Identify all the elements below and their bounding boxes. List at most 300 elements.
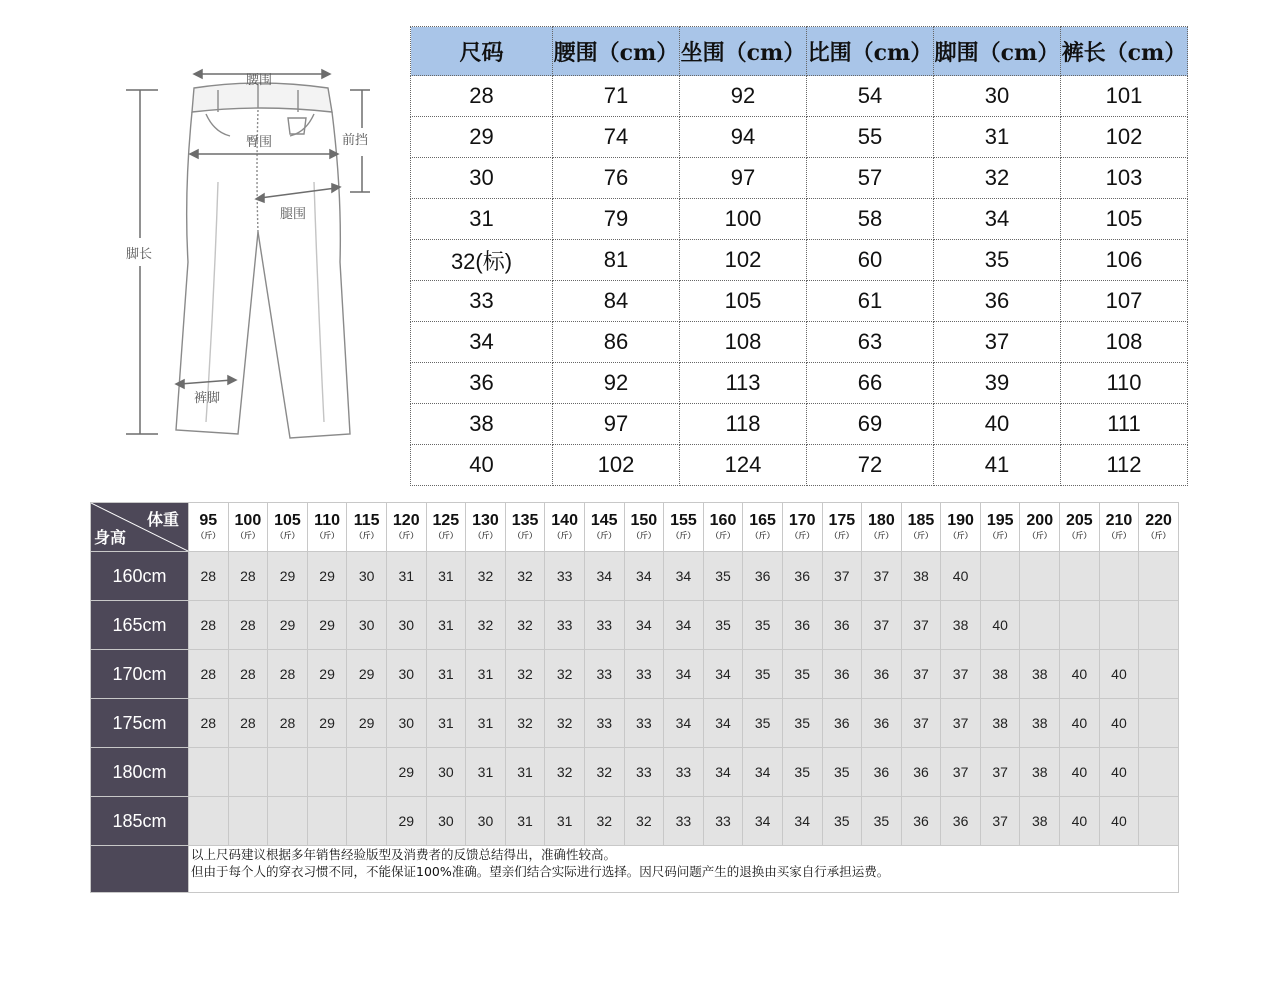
measurement-cell: 102 (553, 445, 680, 486)
recommended-size-cell: 31 (426, 650, 466, 699)
recommended-size-cell: 40 (941, 552, 981, 601)
size-note (189, 846, 1179, 893)
size-row (411, 158, 1188, 199)
recommended-size-cell: 34 (703, 650, 743, 699)
measurement-cell: 74 (553, 117, 680, 158)
recommended-size-cell: 34 (664, 699, 704, 748)
recommended-size-cell: 37 (901, 650, 941, 699)
weight-unit: （斤） (671, 531, 696, 540)
recommended-size-cell: 30 (347, 552, 387, 601)
weight-value: 185 (907, 512, 935, 529)
measurement-cell: 100 (680, 199, 807, 240)
measurement-cell: 81 (553, 240, 680, 281)
recommended-size-cell: 29 (347, 699, 387, 748)
size-value: 30 (411, 158, 553, 199)
measurement-cell: 31 (934, 117, 1061, 158)
measurement-cell: 108 (1061, 322, 1188, 363)
recommended-size-cell: 34 (624, 601, 664, 650)
weight-unit: （斤） (315, 531, 340, 540)
recommended-size-cell: 40 (1060, 650, 1100, 699)
recommended-size-cell: 31 (426, 699, 466, 748)
recommended-size-cell: 36 (782, 601, 822, 650)
height-label: 160cm (91, 552, 189, 601)
weight-value: 110 (314, 512, 340, 529)
recommended-size-cell (307, 797, 347, 846)
weight-column-header (584, 503, 624, 552)
recommended-size-cell: 35 (782, 748, 822, 797)
recommended-size-cell: 28 (228, 650, 268, 699)
recommended-size-cell: 30 (386, 699, 426, 748)
recommended-size-cell: 36 (941, 797, 981, 846)
recommended-size-cell: 31 (466, 650, 506, 699)
measurement-cell: 92 (680, 76, 807, 117)
recommended-size-cell (347, 748, 387, 797)
measurement-cell: 55 (807, 117, 934, 158)
recommended-size-cell: 38 (1020, 797, 1060, 846)
weight-value: 120 (392, 512, 420, 529)
weight-column-header (703, 503, 743, 552)
recommended-size-cell: 37 (941, 650, 981, 699)
recommended-size-cell: 37 (901, 601, 941, 650)
recommended-size-cell (347, 797, 387, 846)
recommended-size-cell: 36 (862, 748, 902, 797)
recommended-size-cell: 34 (664, 552, 704, 601)
recommended-size-cell: 34 (703, 748, 743, 797)
weight-value: 200 (1026, 512, 1054, 529)
recommended-size-cell: 33 (584, 601, 624, 650)
note-line: 但由于每个人的穿衣习惯不同，不能保证100%准确。望亲们结合实际进行选择。因尺码问题产生的退换由买家自行承担运费。 (191, 864, 890, 879)
measurement-cell: 106 (1061, 240, 1188, 281)
leg-opening-label: 裤脚 (194, 391, 221, 406)
recommended-size-cell: 31 (505, 797, 545, 846)
recommended-size-cell (268, 748, 308, 797)
recommended-size-cell: 29 (307, 699, 347, 748)
recommended-size-cell: 36 (862, 650, 902, 699)
weight-unit: （斤） (473, 531, 498, 540)
recommended-size-cell: 28 (268, 650, 308, 699)
weight-value: 140 (551, 512, 578, 529)
recommended-size-cell: 40 (980, 601, 1020, 650)
measurement-cell: 34 (934, 199, 1061, 240)
measurement-cell: 108 (680, 322, 807, 363)
height-row (91, 699, 1179, 748)
weight-column-header (941, 503, 981, 552)
weight-value: 115 (353, 512, 380, 529)
recommended-size-cell: 28 (189, 601, 229, 650)
recommended-size-cell: 38 (1020, 699, 1060, 748)
weight-column-header (545, 503, 585, 552)
weight-value: 145 (590, 512, 618, 529)
recommended-size-cell: 30 (426, 748, 466, 797)
size-value: 34 (411, 322, 553, 363)
recommended-size-cell: 36 (782, 552, 822, 601)
note-label-cell (91, 846, 189, 893)
weight-unit: （斤） (394, 531, 419, 540)
recommended-size-cell: 30 (347, 601, 387, 650)
recommended-size-cell (1139, 552, 1179, 601)
header-waist: 腰围（cm） (553, 27, 680, 76)
measurement-cell: 113 (680, 363, 807, 404)
measurement-cell: 37 (934, 322, 1061, 363)
waist-label: 腰围 (246, 73, 273, 88)
measurement-cell: 79 (553, 199, 680, 240)
recommended-size-cell: 40 (1099, 797, 1139, 846)
height-row (91, 650, 1179, 699)
weight-unit: （斤） (988, 531, 1013, 540)
weight-value: 205 (1066, 512, 1093, 529)
recommended-size-cell: 30 (426, 797, 466, 846)
weight-column-header (1020, 503, 1060, 552)
recommended-size-cell: 35 (703, 552, 743, 601)
recommended-size-cell (1099, 601, 1139, 650)
recommended-size-cell: 34 (584, 552, 624, 601)
recommended-size-cell: 28 (228, 699, 268, 748)
recommended-size-cell: 35 (743, 650, 783, 699)
size-row (411, 117, 1188, 158)
header-thigh: 比围（cm） (807, 27, 934, 76)
weight-unit: （斤） (1106, 531, 1131, 540)
recommended-size-cell: 36 (822, 699, 862, 748)
measurement-cell: 124 (680, 445, 807, 486)
measurement-cell: 86 (553, 322, 680, 363)
recommended-size-cell: 32 (545, 650, 585, 699)
recommended-size-cell: 31 (505, 748, 545, 797)
header-leg-opening: 脚围（cm） (934, 27, 1061, 76)
height-row (91, 552, 1179, 601)
size-table-body (411, 76, 1188, 486)
recommended-size-cell: 35 (782, 650, 822, 699)
recommended-size-cell: 28 (189, 699, 229, 748)
measurement-cell: 36 (934, 281, 1061, 322)
measurement-cell: 102 (680, 240, 807, 281)
weight-height-table (90, 502, 1179, 893)
weight-column-header (307, 503, 347, 552)
measurement-cell: 57 (807, 158, 934, 199)
weight-unit: （斤） (829, 531, 854, 540)
weight-value: 210 (1105, 512, 1133, 529)
weight-column-header (426, 503, 466, 552)
note-line: 以上尺码建议根据多年销售经验版型及消费者的反馈总结得出，准确性较高。 (191, 847, 617, 862)
recommended-size-cell: 37 (980, 797, 1020, 846)
recommended-size-cell (980, 552, 1020, 601)
measurement-cell: 39 (934, 363, 1061, 404)
measurement-cell: 40 (934, 404, 1061, 445)
recommended-size-cell: 30 (386, 650, 426, 699)
measurement-cell: 72 (807, 445, 934, 486)
weight-column-header (664, 503, 704, 552)
recommended-size-cell: 33 (624, 699, 664, 748)
recommended-size-cell (1139, 650, 1179, 699)
weight-column-header (228, 503, 268, 552)
recommended-size-cell: 33 (545, 552, 585, 601)
recommended-size-cell: 31 (466, 748, 506, 797)
recommended-size-cell: 28 (268, 699, 308, 748)
recommended-size-cell: 35 (862, 797, 902, 846)
measurement-cell: 105 (1061, 199, 1188, 240)
length-label: 脚长 (126, 247, 153, 262)
recommended-size-cell: 29 (347, 650, 387, 699)
recommended-size-cell: 37 (862, 552, 902, 601)
recommended-size-cell: 38 (901, 552, 941, 601)
weight-unit: （斤） (354, 531, 379, 540)
recommended-size-cell (1139, 797, 1179, 846)
measurement-cell: 97 (680, 158, 807, 199)
recommended-size-cell (1060, 552, 1100, 601)
recommended-size-cell: 33 (624, 650, 664, 699)
pants-diagram (118, 62, 388, 452)
weight-unit: （斤） (196, 531, 221, 540)
measurement-cell: 71 (553, 76, 680, 117)
weight-unit: （斤） (790, 531, 815, 540)
recommended-size-cell: 33 (584, 699, 624, 748)
recommended-size-cell: 36 (862, 699, 902, 748)
size-row (411, 363, 1188, 404)
weight-value: 165 (749, 512, 776, 529)
recommended-size-cell: 32 (466, 601, 506, 650)
measurement-cell: 111 (1061, 404, 1188, 445)
weight-column-header (347, 503, 387, 552)
recommended-size-cell (189, 748, 229, 797)
weight-height-body (91, 552, 1179, 893)
measurement-cell: 84 (553, 281, 680, 322)
weight-unit: （斤） (433, 531, 458, 540)
recommended-size-cell: 35 (782, 699, 822, 748)
size-row (411, 404, 1188, 445)
weight-value: 105 (274, 512, 301, 529)
weight-column-header (624, 503, 664, 552)
size-row (411, 199, 1188, 240)
weight-header-row (91, 503, 1179, 552)
weight-unit: （斤） (711, 531, 736, 540)
recommended-size-cell: 33 (624, 748, 664, 797)
weight-unit: （斤） (631, 531, 656, 540)
recommended-size-cell: 36 (743, 552, 783, 601)
size-value: 29 (411, 117, 553, 158)
recommended-size-cell: 32 (505, 699, 545, 748)
recommended-size-cell: 35 (822, 797, 862, 846)
measurement-cell: 66 (807, 363, 934, 404)
weight-column-header (386, 503, 426, 552)
recommended-size-cell: 36 (822, 650, 862, 699)
corner-height-label: 身高 (94, 528, 127, 547)
size-row (411, 322, 1188, 363)
measurement-cell: 58 (807, 199, 934, 240)
recommended-size-cell (268, 797, 308, 846)
height-label: 170cm (91, 650, 189, 699)
recommended-size-cell: 33 (664, 797, 704, 846)
hip-label: 臀围 (246, 135, 273, 150)
size-value: 31 (411, 199, 553, 240)
recommended-size-cell: 28 (228, 601, 268, 650)
measurement-cell: 118 (680, 404, 807, 445)
weight-value: 190 (947, 512, 974, 529)
weight-column-header (1060, 503, 1100, 552)
measurement-cell: 102 (1061, 117, 1188, 158)
corner-weight-label: 体重 (146, 510, 179, 529)
recommended-size-cell (1139, 601, 1179, 650)
measurement-cell: 54 (807, 76, 934, 117)
recommended-size-cell: 32 (584, 748, 624, 797)
header-length: 裤长（cm） (1061, 27, 1188, 76)
recommended-size-cell: 40 (1060, 797, 1100, 846)
front-rise-label: 前挡 (342, 133, 369, 148)
recommended-size-cell: 32 (505, 552, 545, 601)
weight-unit: （斤） (948, 531, 973, 540)
height-row (91, 748, 1179, 797)
recommended-size-cell: 31 (386, 552, 426, 601)
height-label: 180cm (91, 748, 189, 797)
weight-value: 155 (670, 512, 697, 529)
weight-value: 220 (1145, 512, 1172, 529)
recommended-size-cell: 36 (822, 601, 862, 650)
weight-column-header (743, 503, 783, 552)
size-row (411, 445, 1188, 486)
weight-unit: （斤） (1027, 531, 1052, 540)
recommended-size-cell: 37 (901, 699, 941, 748)
note-row (91, 846, 1179, 893)
weight-unit: （斤） (1067, 531, 1092, 540)
recommended-size-cell: 28 (228, 552, 268, 601)
recommended-size-cell: 32 (545, 748, 585, 797)
thigh-label: 腿围 (280, 207, 307, 222)
weight-column-header (189, 503, 229, 552)
weight-value: 175 (828, 512, 856, 529)
size-row (411, 76, 1188, 117)
measurement-cell: 41 (934, 445, 1061, 486)
recommended-size-cell: 38 (1020, 650, 1060, 699)
measurement-cell: 92 (553, 363, 680, 404)
recommended-size-cell (307, 748, 347, 797)
recommended-size-cell: 33 (584, 650, 624, 699)
weight-value: 135 (511, 512, 539, 529)
recommended-size-cell: 32 (466, 552, 506, 601)
recommended-size-cell: 29 (268, 552, 308, 601)
recommended-size-cell: 33 (545, 601, 585, 650)
recommended-size-cell (1060, 601, 1100, 650)
recommended-size-cell: 40 (1060, 699, 1100, 748)
weight-column-header (980, 503, 1020, 552)
recommended-size-cell (1139, 748, 1179, 797)
recommended-size-cell: 34 (664, 601, 704, 650)
recommended-size-cell: 38 (1020, 748, 1060, 797)
recommended-size-cell: 36 (901, 797, 941, 846)
measurement-cell: 97 (553, 404, 680, 445)
height-label: 185cm (91, 797, 189, 846)
recommended-size-cell: 36 (901, 748, 941, 797)
size-value: 33 (411, 281, 553, 322)
header-size: 尺码 (411, 27, 553, 76)
recommended-size-cell: 32 (545, 699, 585, 748)
measurement-cell: 105 (680, 281, 807, 322)
recommended-size-cell: 28 (189, 552, 229, 601)
recommended-size-cell: 33 (703, 797, 743, 846)
weight-unit: （斤） (908, 531, 933, 540)
recommended-size-cell: 28 (189, 650, 229, 699)
recommended-size-cell: 38 (941, 601, 981, 650)
recommended-size-cell: 31 (426, 601, 466, 650)
weight-column-header (822, 503, 862, 552)
recommended-size-cell (1020, 552, 1060, 601)
recommended-size-cell: 30 (466, 797, 506, 846)
size-value: 36 (411, 363, 553, 404)
corner-cell (91, 503, 189, 552)
weight-unit: （斤） (235, 531, 260, 540)
weight-value: 95 (199, 512, 218, 529)
recommended-size-cell: 37 (941, 699, 981, 748)
recommended-size-cell (1020, 601, 1060, 650)
recommended-size-cell: 37 (822, 552, 862, 601)
recommended-size-cell: 34 (743, 797, 783, 846)
weight-value: 170 (788, 512, 816, 529)
weight-value: 130 (472, 512, 499, 529)
recommended-size-cell: 35 (743, 699, 783, 748)
weight-value: 125 (432, 512, 460, 529)
recommended-size-cell: 32 (505, 650, 545, 699)
height-label: 165cm (91, 601, 189, 650)
measurement-cell: 69 (807, 404, 934, 445)
height-label: 175cm (91, 699, 189, 748)
measurement-cell: 35 (934, 240, 1061, 281)
weight-unit: （斤） (592, 531, 617, 540)
size-row (411, 281, 1188, 322)
weight-value: 180 (868, 512, 895, 529)
recommended-size-cell: 40 (1099, 650, 1139, 699)
recommended-size-cell (189, 797, 229, 846)
recommended-size-cell: 33 (664, 748, 704, 797)
recommended-size-cell: 35 (743, 601, 783, 650)
recommended-size-cell: 40 (1060, 748, 1100, 797)
weight-column-header (466, 503, 506, 552)
weight-column-header (268, 503, 308, 552)
recommended-size-cell (1099, 552, 1139, 601)
recommended-size-cell: 37 (862, 601, 902, 650)
recommended-size-cell: 31 (466, 699, 506, 748)
measurement-cell: 110 (1061, 363, 1188, 404)
weight-value: 160 (709, 512, 737, 529)
recommended-size-cell: 29 (386, 748, 426, 797)
measurement-cell: 103 (1061, 158, 1188, 199)
recommended-size-cell: 34 (743, 748, 783, 797)
weight-value: 100 (234, 512, 262, 529)
measurement-cell: 32 (934, 158, 1061, 199)
header-seat: 坐围（cm） (680, 27, 807, 76)
recommended-size-cell: 40 (1099, 699, 1139, 748)
recommended-size-cell: 29 (307, 601, 347, 650)
recommended-size-cell: 34 (664, 650, 704, 699)
recommended-size-cell: 34 (703, 699, 743, 748)
height-row (91, 797, 1179, 846)
weight-column-header (1139, 503, 1179, 552)
size-chart-table (410, 26, 1188, 486)
recommended-size-cell: 29 (307, 552, 347, 601)
weight-unit: （斤） (869, 531, 894, 540)
measurement-cell: 107 (1061, 281, 1188, 322)
weight-unit: （斤） (275, 531, 300, 540)
recommended-size-cell: 35 (822, 748, 862, 797)
measurement-cell: 76 (553, 158, 680, 199)
recommended-size-cell: 40 (1099, 748, 1139, 797)
recommended-size-cell (228, 797, 268, 846)
size-value: 40 (411, 445, 553, 486)
size-row (411, 240, 1188, 281)
weight-unit: （斤） (1146, 531, 1171, 540)
weight-column-header (1099, 503, 1139, 552)
weight-unit: （斤） (513, 531, 538, 540)
measurement-cell: 61 (807, 281, 934, 322)
recommended-size-cell (1139, 699, 1179, 748)
recommended-size-cell: 34 (782, 797, 822, 846)
recommended-size-cell: 31 (545, 797, 585, 846)
